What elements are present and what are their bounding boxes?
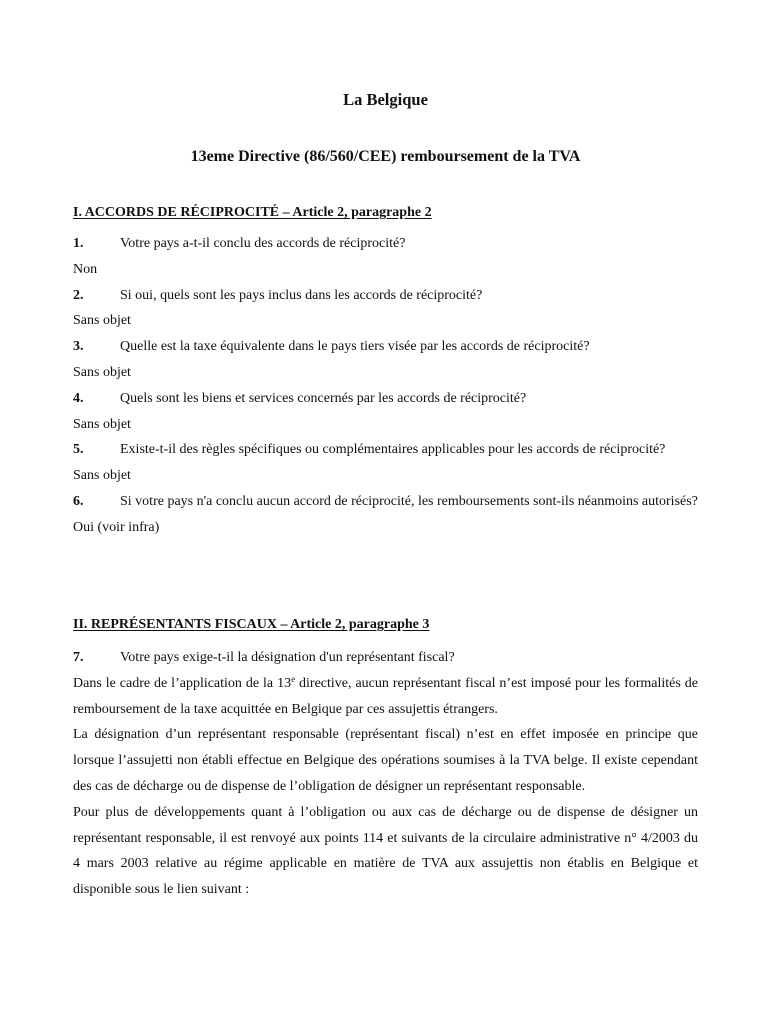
- section-reciprocity-body: [73, 231, 698, 541]
- paragraph-13th-directive: [73, 671, 698, 723]
- question-text: Quelle est la taxe équivalente dans le pays tiers visée par les accords de réciprocité?: [120, 339, 590, 355]
- question-number: 7.: [73, 650, 84, 665]
- question-text: Votre pays a-t-il conclu des accords de réciprocité?: [120, 236, 406, 251]
- section-heading-reciprocity: I. ACCORDS DE RÉCIPROCITÉ – Article 2, paragraphe 2: [73, 205, 432, 220]
- section-fiscal-body: [73, 645, 698, 903]
- answer-3: Sans objet: [73, 364, 131, 380]
- question-5: [73, 437, 698, 463]
- question-number: 2.: [73, 287, 84, 303]
- question-text: Votre pays exige-t-il la désignation d'un représentant fiscal?: [120, 650, 455, 665]
- question-number: 5.: [73, 442, 84, 458]
- answer-2: Sans objet: [73, 313, 131, 329]
- question-3: [73, 334, 698, 360]
- answer-5: Sans objet: [73, 468, 131, 484]
- question-7: [73, 645, 698, 671]
- answer-6: Oui (voir infra): [73, 519, 160, 535]
- question-text: Quels sont les biens et services concernés par les accords de réciprocité?: [120, 390, 527, 406]
- question-2: [73, 283, 698, 309]
- question-number: 6.: [73, 493, 84, 509]
- question-number: 3.: [73, 339, 84, 355]
- document-subtitle: 13eme Directive (86/560/CEE) remboursement de la TVA: [190, 148, 581, 165]
- section-heading-fiscal-representatives: II. REPRÉSENTANTS FISCAUX – Article 2, paragraphe 3: [73, 617, 430, 632]
- question-text: Si oui, quels sont les pays inclus dans les accords de réciprocité?: [120, 287, 483, 303]
- answer-4: Sans objet: [73, 416, 131, 432]
- paragraph-responsible-representative: La désignation d’un représentant responsable (représentant fiscal) n’est en effet imposée en principe que lorsque l’assujetti non établi effectue en Belgique des opérations soumises à la TVA belge. Il existe cependant des cas de décharge ou de dispense de l’obligation de désigner un représentant responsable.: [73, 727, 698, 794]
- question-number: 4.: [73, 390, 84, 406]
- document-title: La Belgique: [343, 90, 428, 109]
- paragraph-text: directive, aucun représentant fiscal n’est imposé pour les formalités de remboursement de la taxe acquittée en Belgique par ces assujettis étrangers.: [73, 675, 698, 717]
- answer-1: Non: [73, 261, 98, 277]
- superscript-e: e: [291, 673, 296, 684]
- question-text: Si votre pays n'a conclu aucun accord de réciprocité, les remboursements sont-ils néanmoins autorisés?: [120, 493, 698, 509]
- paragraph-circular-reference: Pour plus de développements quant à l’obligation ou aux cas de décharge ou de dispense de désigner un représentant responsable, il est renvoyé aux points 114 et suivants de la circulaire administrative n° 4/2003 du 4 mars 2003 relative au régime applicable en matière de TVA aux assujettis non établis en Belgique et disponible sous le lien suivant :: [73, 804, 698, 898]
- question-1: [73, 231, 698, 257]
- paragraph-text: Dans le cadre de l’application de la 13: [73, 675, 292, 691]
- question-text: Existe-t-il des règles spécifiques ou complémentaires applicables pour les accords de réciprocité?: [120, 442, 666, 458]
- question-4: [73, 386, 698, 412]
- question-number: 1.: [73, 236, 84, 251]
- question-6: [73, 489, 698, 515]
